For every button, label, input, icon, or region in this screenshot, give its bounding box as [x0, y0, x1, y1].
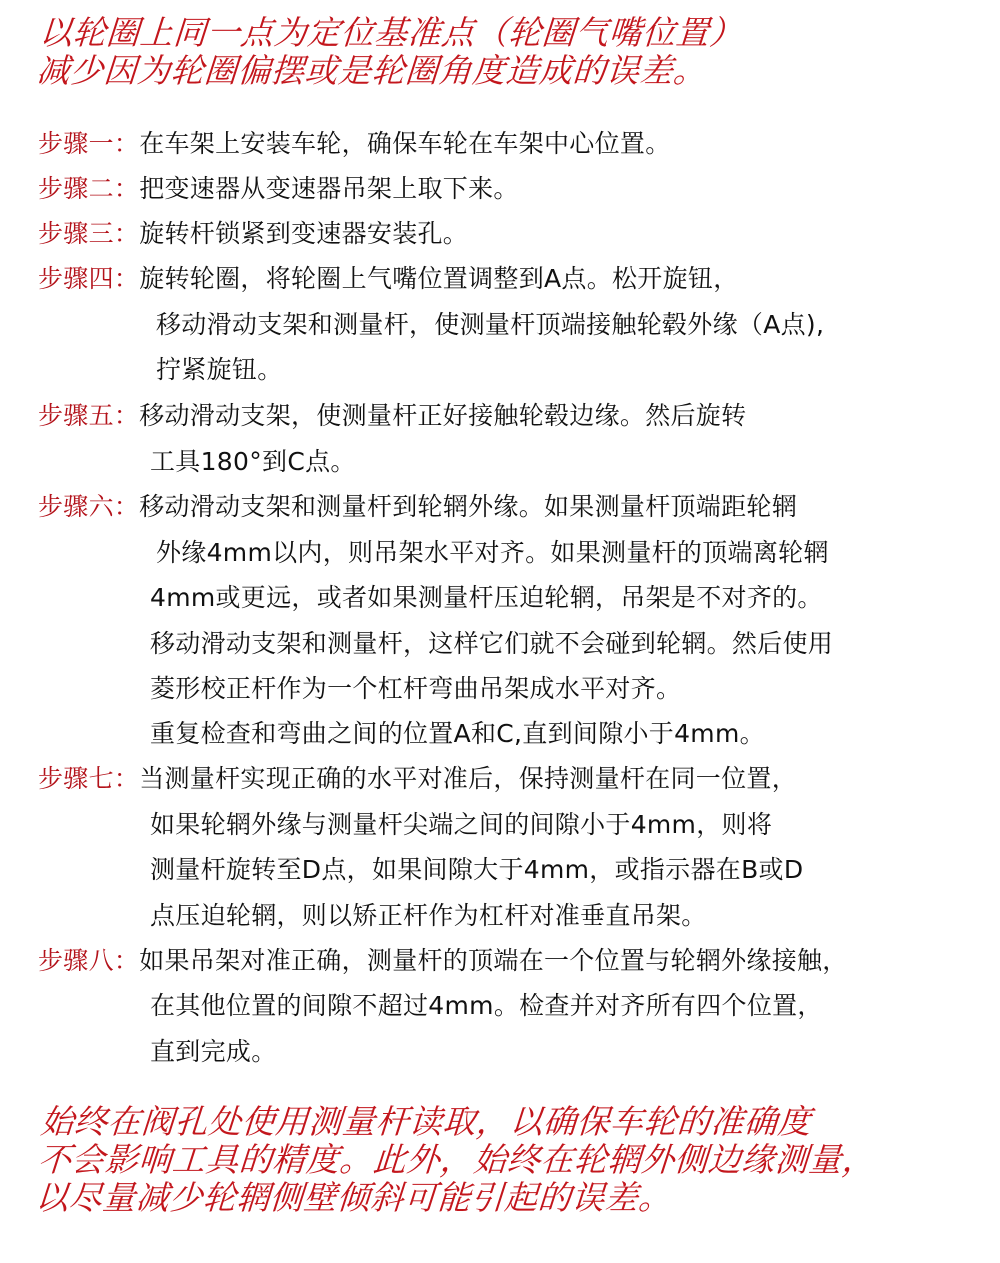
step-8-line-2: 在其他位置的间隙不超过4mm。检查并对齐所有四个位置，: [150, 991, 823, 1020]
step-text: 移动滑动支架，使测量杆正好接触轮毂边缘。然后旋转: [139, 401, 747, 430]
step-4-line-2: 移动滑动支架和测量杆，使测量杆顶端接触轮毂外缘（A点),: [156, 310, 825, 339]
step-6: [38, 487, 797, 523]
step-label: 步骤七：: [38, 764, 140, 793]
step-4-line-3: 拧紧旋钮。: [156, 355, 283, 384]
step-label: 步骤二：: [38, 174, 140, 203]
step-text: 旋转杆锁紧到变速器安装孔。: [139, 219, 469, 248]
step-7: [38, 759, 797, 795]
step-label: 步骤八：: [38, 946, 140, 975]
footer-line-1: 始终在阀孔处使用测量杆读取，以确保车轮的准确度: [39, 1102, 813, 1141]
step-4: [38, 259, 739, 295]
step-text: 当测量杆实现正确的水平对准后，保持测量杆在同一位置，: [139, 764, 798, 793]
intro-line-1: 以轮圈上同一点为定位基准点（轮圈气嘴位置）: [38, 13, 745, 52]
step-label: 步骤四：: [38, 264, 140, 293]
step-6-line-6: 重复检查和弯曲之间的位置A和C,直到间隙小于4mm。: [150, 719, 765, 748]
step-5-line-2: 工具180°到C点。: [150, 447, 356, 476]
step-6-line-2: 外缘4mm以内，则吊架水平对齐。如果测量杆的顶端离轮辋: [156, 538, 829, 567]
step-7-line-2: 如果轮辋外缘与测量杆尖端之间的间隙小于4mm，则将: [150, 810, 773, 839]
step-text: 在车架上安装车轮，确保车轮在车架中心位置。: [139, 129, 671, 158]
step-text: 如果吊架对准正确，测量杆的顶端在一个位置与轮辋外缘接触，: [139, 946, 848, 975]
step-1: [38, 124, 671, 160]
step-6-line-4: 移动滑动支架和测量杆，这样它们就不会碰到轮辋。然后使用: [150, 629, 834, 658]
intro-line-2: 减少因为轮圈偏摆或是轮圈角度造成的误差。: [35, 51, 709, 90]
step-text: 旋转轮圈，将轮圈上气嘴位置调整到A点。松开旋钮，: [139, 264, 739, 293]
step-5: [38, 396, 746, 432]
step-7-line-3: 测量杆旋转至D点，如果间隙大于4mm，或指示器在B或D: [150, 855, 804, 884]
step-label: 步骤三：: [38, 219, 140, 248]
footer-line-2: 不会影响工具的精度。此外，始终在轮辋外侧边缘测量，: [36, 1140, 877, 1179]
step-text: 把变速器从变速器吊架上取下来。: [139, 174, 519, 203]
step-label: 步骤五：: [38, 401, 140, 430]
step-6-line-5: 菱形校正杆作为一个杠杆弯曲吊架成水平对齐。: [150, 674, 682, 703]
step-7-line-4: 点压迫轮辋，则以矫正杆作为杠杆对准垂直吊架。: [150, 901, 707, 930]
footer-note: [34, 1103, 879, 1217]
step-text: 移动滑动支架和测量杆到轮辋外缘。如果测量杆顶端距轮辋: [139, 492, 798, 521]
step-label: 步骤一：: [38, 129, 140, 158]
intro-headline: [35, 14, 744, 90]
footer-line-3: 以尽量减少轮辋侧壁倾斜可能引起的误差。: [34, 1178, 674, 1217]
step-8: [38, 941, 848, 977]
step-label: 步骤六：: [38, 492, 140, 521]
step-2: [38, 169, 519, 205]
step-8-line-3: 直到完成。: [150, 1037, 277, 1066]
step-3: [38, 214, 468, 250]
step-6-line-3: 4mm或更远，或者如果测量杆压迫轮辋，吊架是不对齐的。: [150, 583, 823, 612]
